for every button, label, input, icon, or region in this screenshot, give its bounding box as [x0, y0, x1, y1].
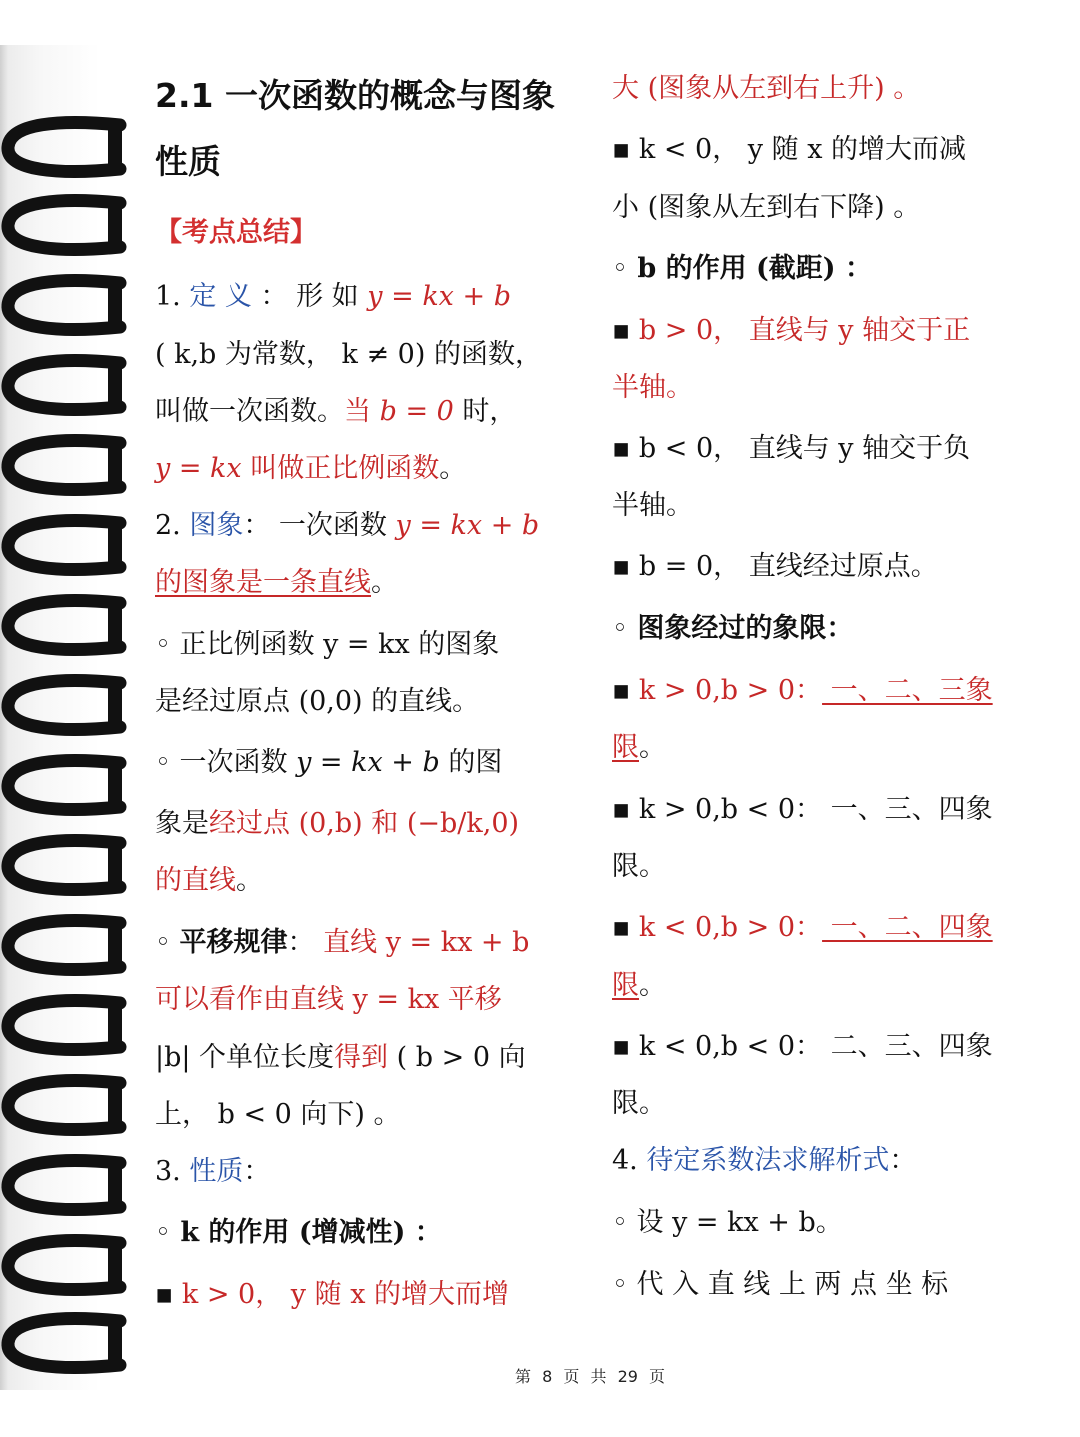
highlight-underlined: 一、二、三象 [822, 675, 993, 706]
highlight: 的直线 [155, 865, 236, 896]
highlight: k < 0,b > 0： [638, 912, 823, 943]
page-number: 8 [542, 1367, 553, 1386]
text: ： 形 如 [251, 281, 368, 312]
footer-text: 页 [563, 1367, 580, 1386]
highlight: b > 0， 直线与 y 轴交于正 [638, 315, 971, 346]
highlight: 经过点 (0,b) 和 (−b/k,0) [209, 808, 520, 839]
formula: y = kx [155, 453, 242, 484]
text: ： 一次函数 [243, 510, 396, 541]
text: 。 [236, 865, 263, 896]
definition-line [155, 280, 511, 314]
formula: y = kx + b [296, 747, 440, 778]
text-line [612, 314, 970, 348]
text-line [155, 395, 516, 429]
text-line [155, 1041, 526, 1075]
method-line [612, 1144, 916, 1178]
text-line [155, 1278, 509, 1312]
text-line: 是经过原点 (0,0) 的直线。 [155, 686, 480, 717]
text-line: ◦ 图象经过的象限： [612, 613, 854, 644]
text-line [155, 807, 519, 841]
page-total: 29 [617, 1367, 638, 1386]
text-line: ◦ 正比例函数 y = kx 的图象 [155, 629, 500, 660]
text-line [612, 911, 993, 945]
text: 时， [462, 396, 517, 427]
text: 。 [639, 970, 666, 1001]
text: 的图 [439, 747, 503, 778]
bullet: ▪ [612, 912, 639, 943]
binder-rings-icon [0, 45, 140, 1390]
text-line: 上， b < 0 向下) 。 [155, 1099, 401, 1130]
term-method: 待定系数法求解析式 [646, 1145, 890, 1176]
highlight-underlined: 限 [612, 970, 639, 1001]
text-line: ▪ b < 0， 直线与 y 轴交于负 [612, 433, 971, 464]
text-line: ▪ b = 0， 直线经过原点。 [612, 551, 938, 582]
text-line: 半轴。 [612, 490, 693, 521]
text-line [612, 969, 666, 1003]
highlight: 直线 y = kx + b [323, 927, 530, 958]
bullet: ▪ [155, 1279, 182, 1310]
text-line: 限。 [612, 1088, 666, 1119]
highlight-underlined: 一、二、四象 [822, 912, 993, 943]
text-line: ▪ k < 0,b < 0： 二、三、四象 [612, 1031, 993, 1062]
text-line: ◦ 设 y = kx + b。 [612, 1207, 843, 1238]
item-number: 2. [155, 510, 190, 541]
property-line [155, 1155, 270, 1189]
term-graph: 图象 [189, 510, 244, 541]
text: 。 [371, 567, 398, 598]
text: 。 [439, 453, 467, 484]
highlight: 叫做正比例函数 [241, 453, 440, 484]
text: |b| 个单位长度 [155, 1042, 335, 1073]
text: ： [243, 1156, 271, 1187]
formula: y = kx + b [395, 510, 540, 541]
text-line [612, 72, 920, 106]
footer-text: 共 [590, 1367, 607, 1386]
text-line [155, 566, 398, 600]
text-line: 可以看作由直线 y = kx 平移 [155, 984, 502, 1015]
highlight-underlined: 限 [612, 732, 639, 763]
formula: b = 0 [371, 396, 463, 427]
text-line: ▪ k < 0， y 随 x 的增大而减 [612, 134, 967, 165]
item-number: 3. [155, 1156, 190, 1187]
text: ◦ 一次函数 [155, 747, 297, 778]
term-property: 性质 [189, 1156, 244, 1187]
text: ( b > 0 向 [388, 1042, 526, 1073]
bullet: ▪ [612, 315, 639, 346]
highlight: 大 (图象从左到右上升) 。 [612, 73, 921, 104]
highlight: k > 0,b > 0： [638, 675, 823, 706]
formula: y = kx + b [367, 281, 511, 312]
bullet: ▪ [612, 675, 639, 706]
text-line [155, 452, 466, 486]
bullet: ◦ [155, 927, 180, 958]
spiral-binding [0, 45, 140, 1390]
footer-text: 页 [649, 1367, 666, 1386]
text-line: ◦ k 的作用 (增减性) ： [155, 1217, 442, 1248]
text: 。 [639, 732, 666, 763]
text-line: 限。 [612, 851, 666, 882]
page-title-cont: 性质 [155, 142, 221, 181]
text-line [612, 674, 993, 708]
highlight: 当 [344, 396, 371, 427]
highlight: 得到 [334, 1042, 389, 1073]
graph-line [155, 509, 539, 543]
term-definition: 定 义 [189, 281, 252, 312]
item-number: 4. [612, 1145, 647, 1176]
text: ： [889, 1145, 917, 1176]
text-line [155, 746, 502, 780]
term-translation-rule: 平移规律 [179, 927, 288, 958]
text: 叫做一次函数。 [155, 396, 344, 427]
text-line: ◦ 代 入 直 线 上 两 点 坐 标 [612, 1269, 949, 1300]
text-line: ( k,b 为常数， k ≠ 0) 的函数， [155, 339, 542, 370]
text: ： [287, 927, 324, 958]
section-heading: 【考点总结】 [155, 217, 317, 248]
page-footer [0, 1364, 1080, 1387]
item-number: 1. [155, 281, 190, 312]
text-line: ▪ k > 0,b < 0： 一、三、四象 [612, 794, 993, 825]
text-line: 半轴。 [612, 372, 693, 403]
highlight: 的图象是一条直线 [155, 567, 371, 598]
text-line [155, 864, 263, 898]
text-line: 小 (图象从左到右下降) 。 [612, 192, 921, 223]
footer-text: 第 [514, 1367, 531, 1386]
page-title: 2.1 一次函数的概念与图象 [155, 76, 555, 115]
text-line: ◦ b 的作用 (截距) ： [612, 253, 872, 284]
highlight: k > 0， y 随 x 的增大而增 [181, 1279, 510, 1310]
text-line [612, 731, 666, 765]
text-line [155, 926, 529, 960]
text: 象是 [155, 808, 209, 839]
